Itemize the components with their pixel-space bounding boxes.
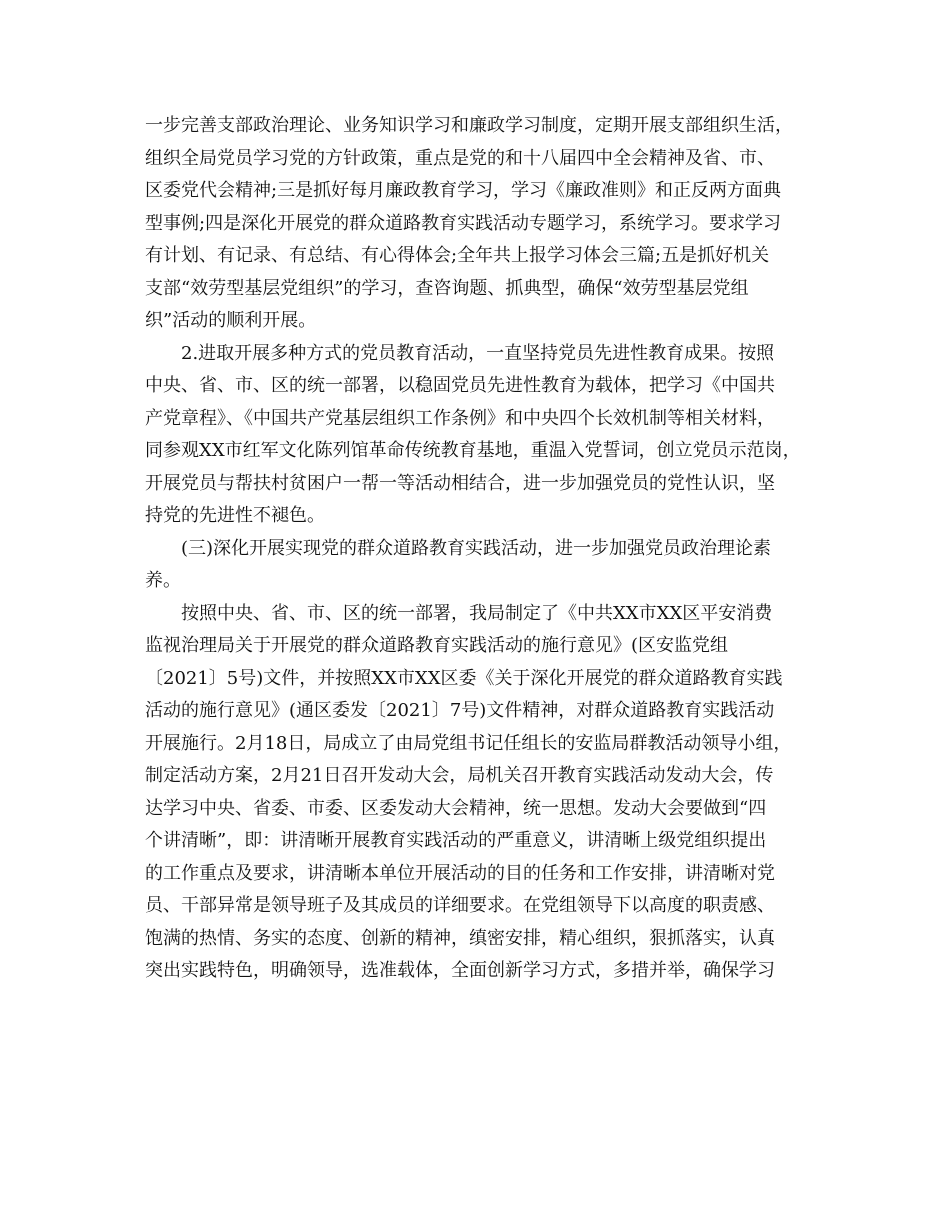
text-line: 开展党员与帮扶村贫困户一帮一等活动相结合，进一步加强党员的党性认识，坚: [145, 472, 775, 494]
text-line: 员、干部异常是领导班子及其成员的详细要求。在党组领导下以高度的职责感、: [145, 895, 775, 916]
text-line: 开展施行。2月18日，局成立了由局党组书记任组长的安监局群教活动领导小组，: [145, 732, 792, 754]
text-line: 组织全局党员学习党的方针政策，重点是党的和十八届四中全会精神及省、市、: [145, 147, 775, 169]
text-line: (三)深化开展实现党的群众道路教育实践活动，进一步加强党员政治理论素: [181, 537, 772, 559]
text-line: 持党的先进性不褪色。: [145, 505, 325, 526]
text-line: 有计划、有记录、有总结、有心得体会;全年共上报学习体会三篇;五是抓好机关: [145, 245, 770, 266]
paragraph: [145, 338, 815, 533]
text-line: 织”活动的顺利开展。: [145, 310, 317, 331]
text-line: 同参观XX市红军文化陈列馆革命传统教育基地，重温入党誓词，创立党员示范岗，: [145, 440, 801, 461]
text-line: 型事例;四是深化开展党的群众道路教育实践活动专题学习，系统学习。要求学习: [145, 212, 782, 234]
paragraph: [145, 533, 815, 598]
text-line: 〔2021〕5号)文件，并按照XX市XX区委《关于深化开展党的群众道路教育实践: [145, 667, 783, 689]
paragraph: [145, 110, 815, 338]
text-line: 支部“效劳型基层党组织”的学习，查咨询题、抓典型，确保“效劳型基层党组: [145, 277, 749, 299]
text-line: 按照中央、省、市、区的统一部署，我局制定了《中共XX市XX区平安消费: [181, 602, 773, 624]
text-line: 产党章程》、《中国共产党基层组织工作条例》和中央四个长效机制等相关材料，: [145, 407, 775, 429]
text-line: 的工作重点及要求，讲清晰本单位开展活动的目的任务和工作安排，讲清晰对党: [145, 862, 775, 884]
text-line: 制定活动方案，2月21日召开发动大会，局机关召开教育实践活动发动大会，传: [145, 765, 774, 786]
text-line: 突出实践特色，明确领导，选准载体，全面创新学习方式，多措并举，确保学习: [145, 960, 775, 981]
text-line: 个讲清晰”，即：讲清晰开展教育实践活动的严重意义，讲清晰上级党组织提出: [145, 830, 767, 851]
text-line: 2.进取开展多种方式的党员教育活动，一直坚持党员先进性教育成果。按照: [181, 342, 775, 364]
text-line: 养。: [145, 570, 181, 591]
text-line: 中央、省、市、区的统一部署，以稳固党员先进性教育为载体，把学习《中国共: [145, 375, 775, 396]
document-body: [145, 110, 815, 988]
text-line: 监视治理局关于开展党的群众道路教育实践活动的施行意见》(区安监党组: [145, 635, 729, 656]
paragraph: [145, 598, 815, 988]
text-line: 区委党代会精神;三是抓好每月廉政教育学习，学习《廉政准则》和正反两方面典: [145, 180, 782, 201]
text-line: 一步完善支部政治理论、业务知识学习和廉政学习制度，定期开展支部组织生活，: [145, 115, 793, 136]
text-line: 活动的施行意见》(通区委发〔2021〕7号)文件精神，对群众道路教育实践活动: [145, 700, 775, 721]
text-line: 达学习中央、省委、市委、区委发动大会精神，统一思想。发动大会要做到“四: [145, 797, 767, 819]
text-line: 饱满的热情、务实的态度、创新的精神，缜密安排，精心组织，狠抓落实，认真: [145, 927, 775, 949]
